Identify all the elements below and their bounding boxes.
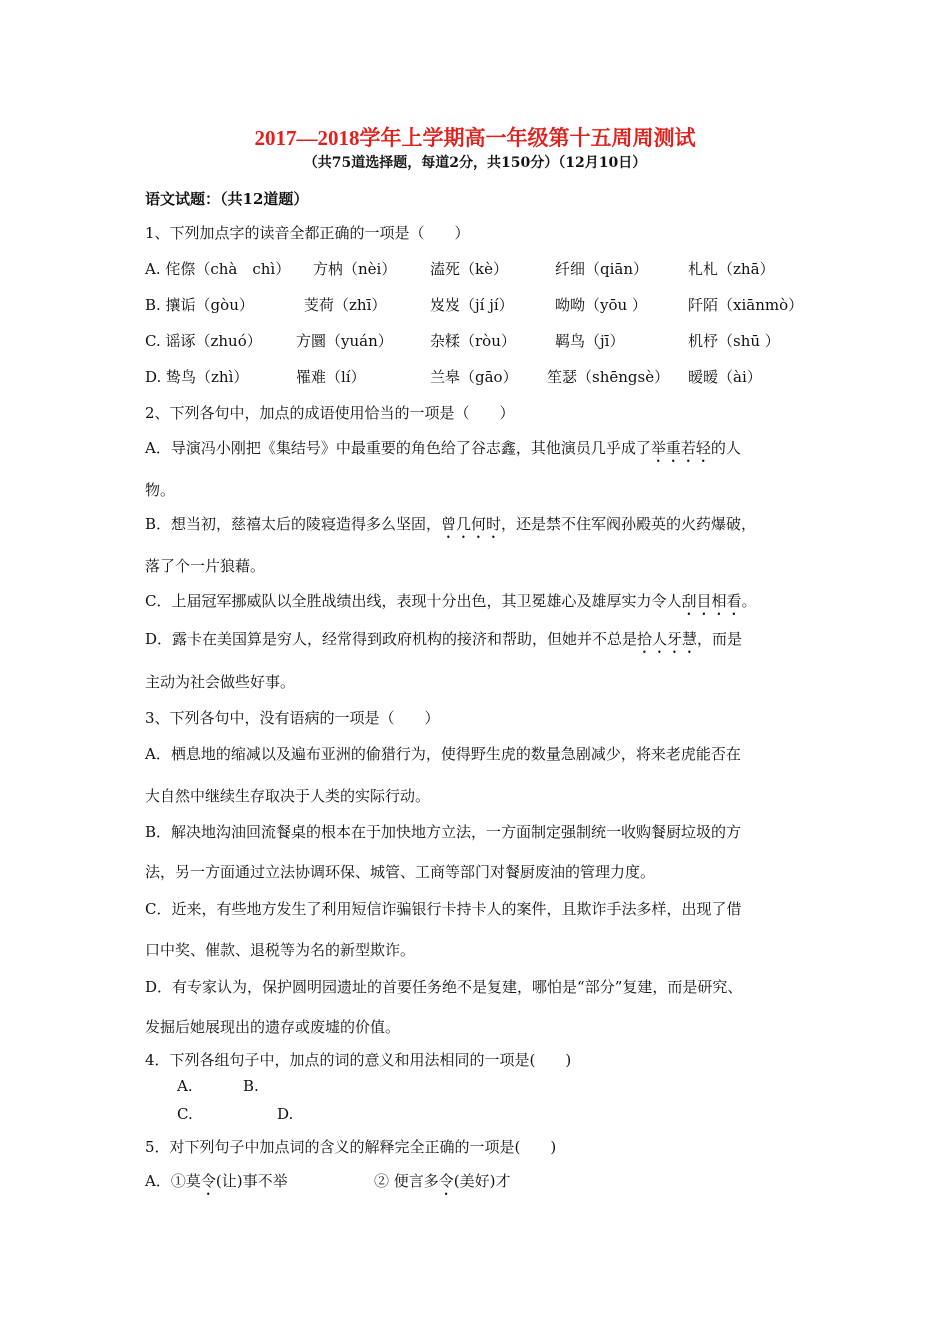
q5-a-text: A．①莫 [145,1172,201,1190]
q3-option-c: C．近来，有些地方发生了利用短信诈骗银行卡持卡人的案件，且欺诈手法多样，出现了借 [145,900,742,918]
q1-b-item: B. 攘诟（gòu） [145,296,254,314]
q2-c-text-tail: 。 [741,592,757,610]
q3-b-continuation: 法，另一方面通过立法协调环保、城管、工商等部门对餐厨废油的管理力度。 [145,863,656,881]
q2-c-text: C．上届冠军挪威队以全胜战绩出线，表现十分出色，其卫冕雄心及雄厚实力令人 [145,592,682,610]
q2-b-continuation: 落了个一片狼藉。 [145,557,266,575]
q5-a-gloss: (让)事不举 [215,1172,288,1190]
q4-stem: 4．下列各组句子中，加点的词的意义和用法相同的一项是( ) [145,1051,572,1069]
q5-option-a-part1 [145,1170,288,1199]
q5-a-dotted-word: 令 [438,1172,454,1190]
q1-a-item: 溘死（kè） [430,260,508,278]
q2-option-a [145,437,741,466]
q1-c-item: 杂糅（ròu） [430,332,516,350]
q1-b-item: 岌岌（jí jí） [430,296,514,314]
q2-d-idiom: 拾人牙慧 [637,630,698,648]
q2-d-text-tail: ，而是 [697,630,743,648]
q2-a-idiom: 举重若轻 [650,439,711,457]
q2-option-c [145,590,757,619]
q3-option-d: D．有专家认为，保护圆明园遗址的首要任务绝不是复建，哪怕是“部分”复建，而是研究、 [145,978,743,996]
q3-option-a: A．栖息地的缩减以及遍布亚洲的偷猎行为，使得野生虎的数量急剧减少，将来老虎能否在 [145,745,741,763]
q1-a-item: 札札（zhā） [688,260,775,278]
q1-d-item: 兰皋（gāo） [430,368,518,386]
q5-a-dotted-word: 令 [200,1172,216,1190]
q4-option-b: B. [243,1077,259,1095]
section-heading: 语文试题：（共12道题） [145,190,309,208]
q1-c-item: 机杼（shū ） [688,332,780,350]
page-subtitle: （共75道选择题，每道2分，共150分）（12月10日） [303,155,647,171]
q2-option-b [145,513,756,542]
q1-d-item: 笙瑟（shēngsè） [547,368,670,386]
q1-a-item: 纤细（qiān） [555,260,649,278]
q1-b-item: 呦呦（yōu ） [555,296,647,314]
q1-c-item: 羁鸟（jī） [555,332,625,350]
q4-option-c: C. [177,1105,193,1123]
q4-option-d: D. [277,1105,294,1123]
q2-b-idiom: 曾几何时 [441,515,502,533]
q4-option-a: A. [177,1077,193,1095]
q3-c-continuation: 口中奖、催款、退税等为名的新型欺诈。 [145,941,416,959]
q5-option-a-part2 [374,1170,511,1199]
q3-option-b: B．解决地沟油回流餐桌的根本在于加快地方立法，一方面制定强制统一收购餐厨垃圾的方 [145,823,742,841]
q2-a-text-tail: 的人 [710,439,741,457]
q2-stem: 2、下列各句中，加点的成语使用恰当的一项是（ ） [145,404,515,422]
q1-c-item: C. 谣诼（zhuó） [145,332,262,350]
q2-c-idiom: 刮目相看 [681,592,742,610]
q2-b-text: B．想当初，慈禧太后的陵寝造得多么坚固， [145,515,442,533]
q1-d-item: 罹难（lí） [296,368,366,386]
q1-c-item: 方圜（yuán） [296,332,393,350]
q2-option-d [145,628,742,657]
q1-a-item: A. 侘傺（chà chì） [145,260,291,278]
q2-a-continuation: 物。 [145,481,176,499]
q1-b-item: 阡陌（xiānmò） [688,296,804,314]
q3-stem: 3、下列各句中，没有语病的一项是（ ） [145,709,440,727]
q5-a-text: ② 便言多 [374,1172,439,1190]
q2-d-text: D．露卡在美国算是穷人，经常得到政府机构的接济和帮助，但她并不总是 [145,630,638,648]
q2-d-continuation: 主动为社会做些好事。 [145,673,296,691]
q3-a-continuation: 大自然中继续生存取决于人类的实际行动。 [145,787,431,805]
q2-b-text-tail: ，还是禁不住军阀孙殿英的火药爆破， [501,515,757,533]
q5-stem: 5．对下列句子中加点词的含义的解释完全正确的一项是( ) [145,1138,557,1156]
q1-d-item: 暧暧（ài） [688,368,762,386]
q2-a-text: A．导演冯小刚把《集结号》中最重要的角色给了谷志鑫，其他演员几乎成了 [145,439,651,457]
page-title: 2017—2018学年上学期高一年级第十五周周测试 [254,126,696,150]
q1-a-item: 方枘（nèi） [313,260,397,278]
q1-d-item: D. 鸷鸟（zhì） [145,368,249,386]
q5-a-gloss: (美好)才 [453,1172,511,1190]
q1-b-item: 芰荷（zhī） [304,296,387,314]
q3-d-continuation: 发掘后她展现出的遗存或废墟的价值。 [145,1018,401,1036]
q1-stem: 1、下列加点字的读音全都正确的一项是（ ） [145,224,470,242]
